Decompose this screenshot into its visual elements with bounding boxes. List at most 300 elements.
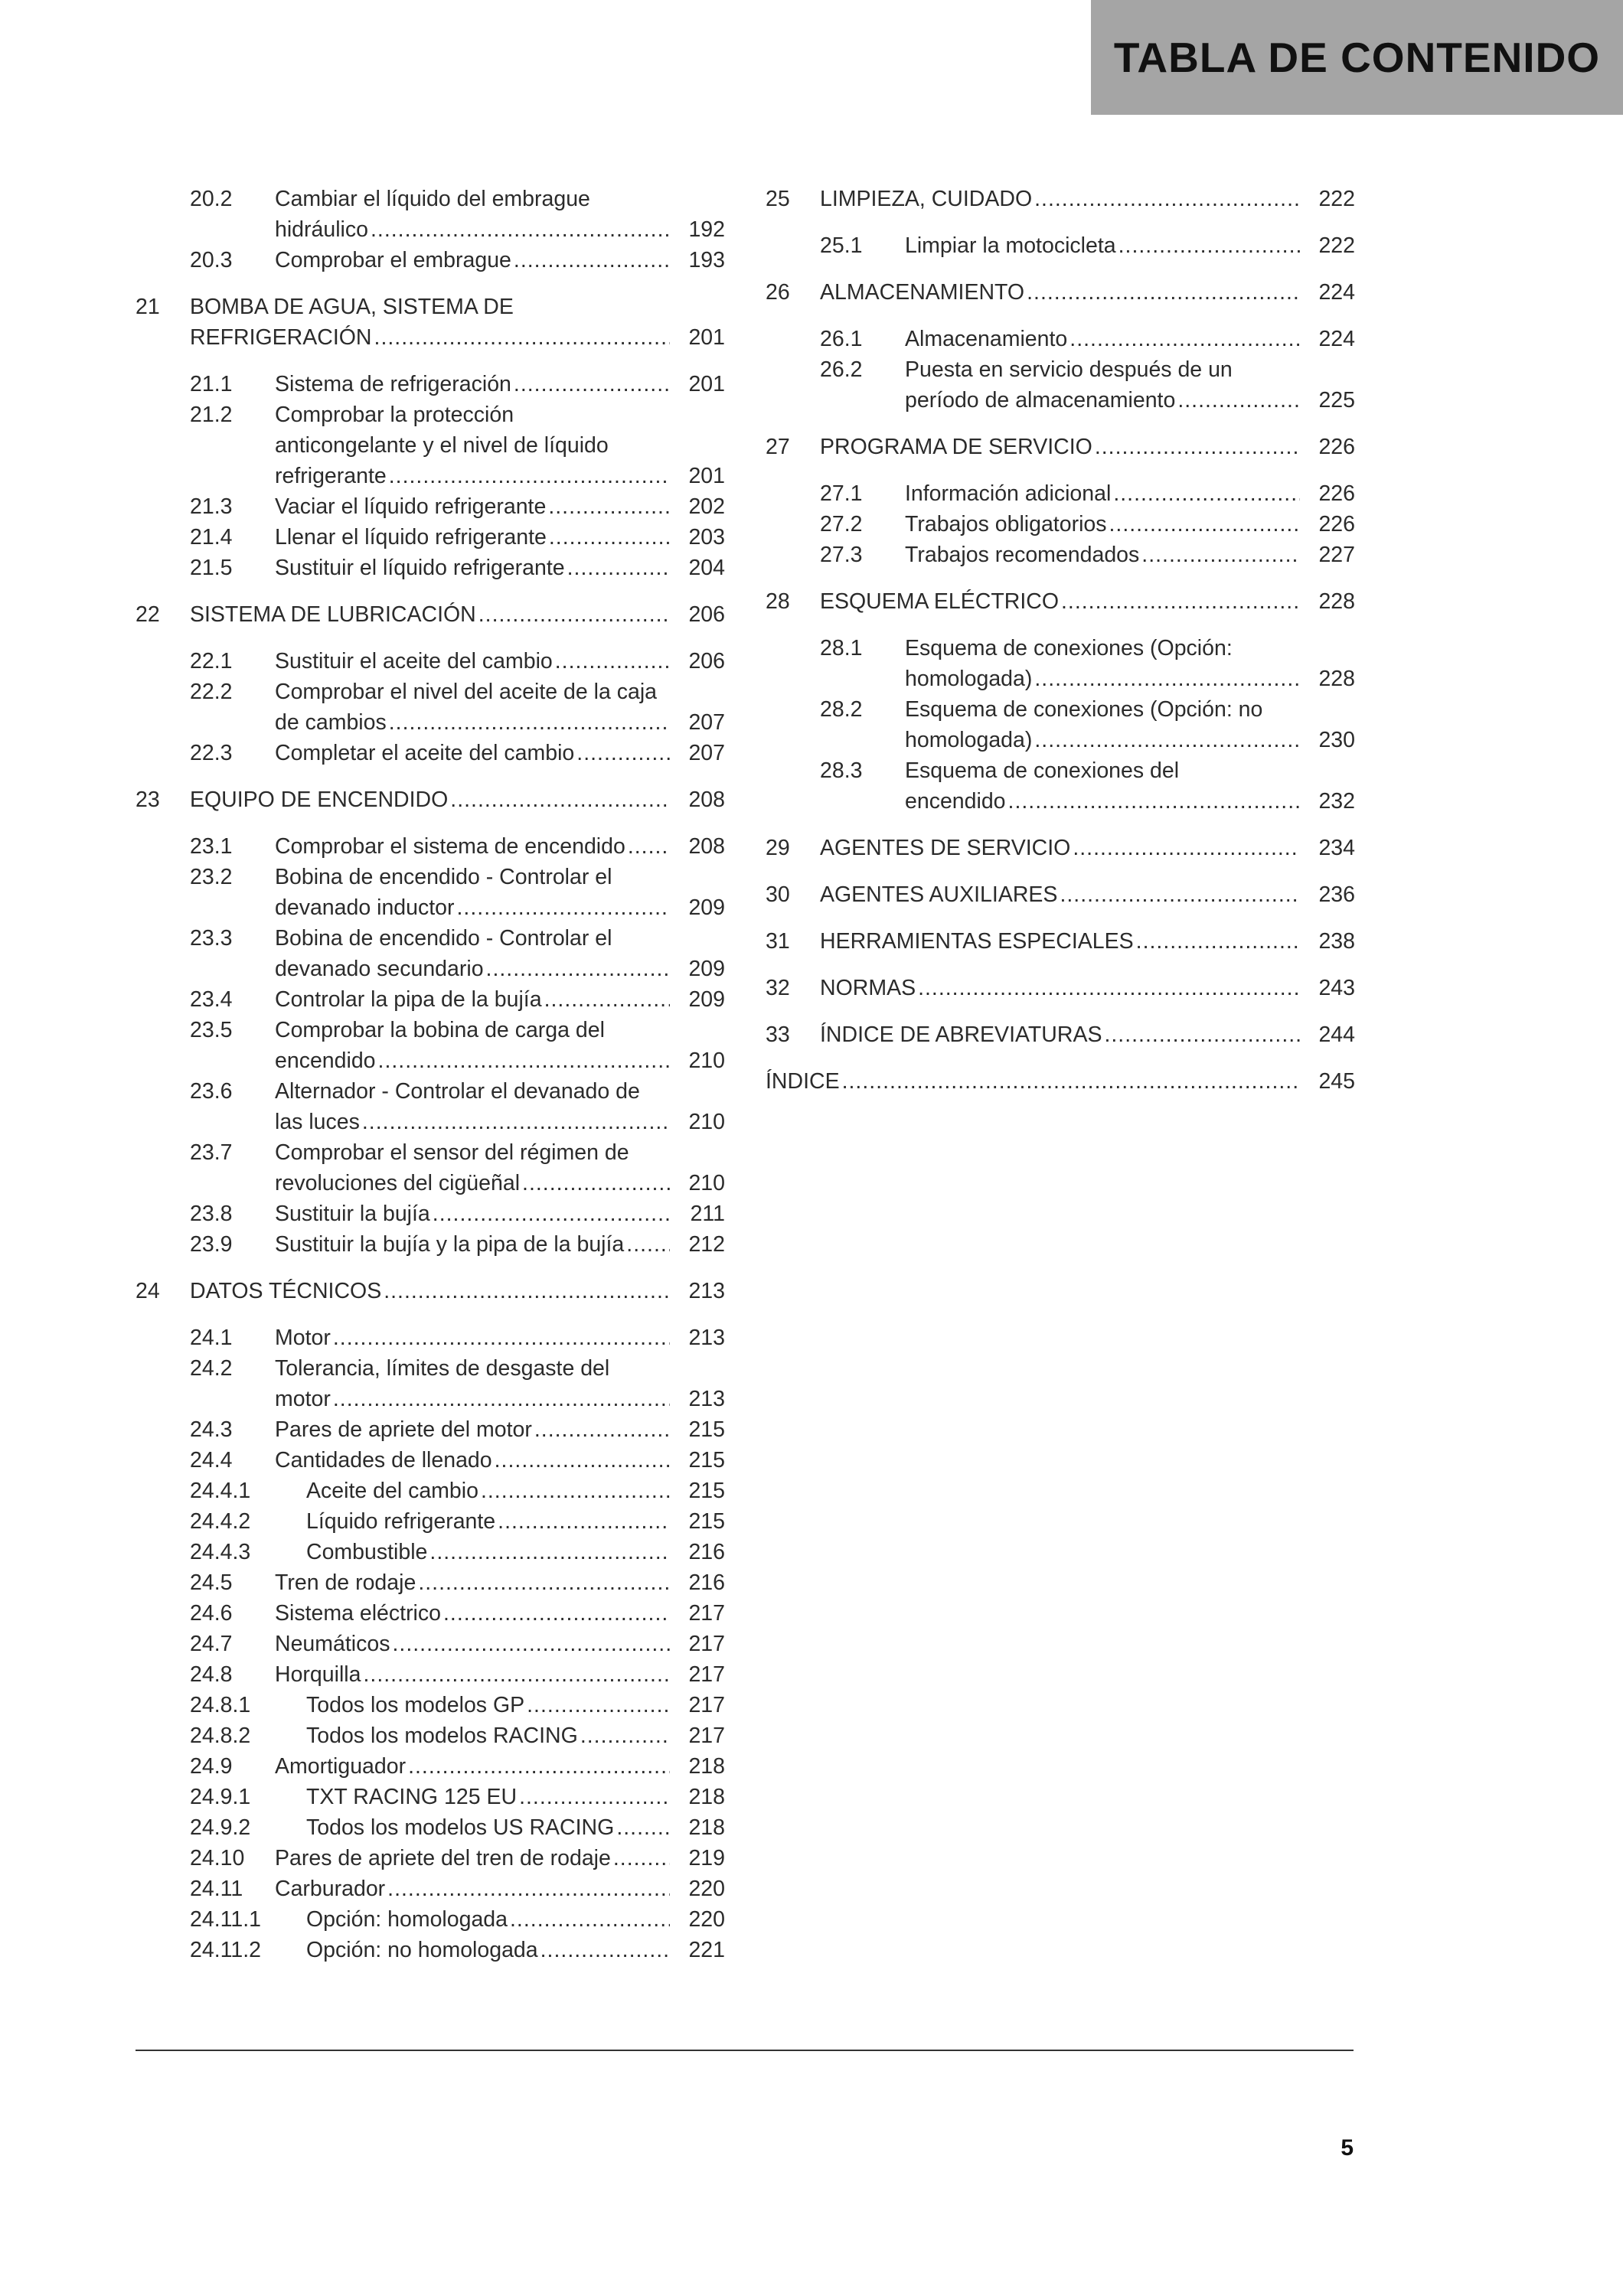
- toc-entry-title: AGENTES DE SERVICIO: [820, 836, 1071, 860]
- toc-chapter-entry[interactable]: [136, 292, 725, 353]
- toc-section-entry[interactable]: [766, 324, 1355, 354]
- toc-entry-title: Llenar el líquido refrigerante: [275, 525, 547, 550]
- toc-entry-page: 215: [688, 1417, 725, 1442]
- toc-entry-title: Alternador - Controlar el devanado de: [275, 1079, 640, 1104]
- toc-entry-page: 215: [688, 1509, 725, 1534]
- toc-entry-title: homologada): [905, 667, 1033, 691]
- toc-entry-number: 24.8.1: [190, 1693, 251, 1717]
- toc-entry-number: 24.4.3: [190, 1540, 251, 1564]
- toc-entry-title: HERRAMIENTAS ESPECIALES: [820, 929, 1134, 954]
- toc-dot-leader: [540, 1935, 670, 1965]
- toc-dot-leader: [549, 522, 670, 553]
- toc-entry-number: 33: [766, 1022, 790, 1047]
- footer-divider: [136, 2050, 1354, 2051]
- toc-entry-page: 226: [1318, 512, 1355, 536]
- toc-column-right: [766, 184, 1355, 1097]
- toc-section-entry[interactable]: [136, 831, 725, 862]
- toc-entry-title: AGENTES AUXILIARES: [820, 882, 1058, 907]
- header-tab: [1091, 0, 1623, 115]
- toc-entry-page: 221: [688, 1938, 725, 1962]
- toc-section-entry[interactable]: [136, 646, 725, 677]
- toc-entry-number: 24.11: [190, 1877, 243, 1901]
- toc-section-entry[interactable]: [766, 694, 1355, 755]
- toc-entry-title: Opción: no homologada: [306, 1938, 538, 1962]
- toc-dot-leader: [514, 369, 670, 400]
- toc-entry-page: 209: [688, 987, 725, 1012]
- toc-entry-number: 24.9.1: [190, 1785, 251, 1809]
- toc-entry-title: Cambiar el líquido del embrague: [275, 187, 590, 211]
- toc-entry-page: 226: [1318, 481, 1355, 506]
- toc-dot-leader: [1069, 324, 1300, 354]
- toc-dot-leader: [1118, 230, 1300, 261]
- toc-dot-leader: [429, 1537, 670, 1567]
- toc-entry-title: Sustituir la bujía y la pipa de la bujía: [275, 1232, 625, 1257]
- toc-entry-page: 210: [688, 1049, 725, 1073]
- toc-section-entry[interactable]: [766, 755, 1355, 817]
- toc-chapter-entry[interactable]: [136, 784, 725, 815]
- toc-dot-leader: [1095, 432, 1300, 462]
- toc-section-entry[interactable]: [136, 1322, 725, 1353]
- toc-dot-leader: [450, 784, 670, 815]
- toc-entry-title: de cambios: [275, 710, 387, 735]
- toc-entry-number: 31: [766, 929, 790, 954]
- toc-section-entry[interactable]: [136, 522, 725, 553]
- toc-entry-number: 28.3: [820, 758, 863, 783]
- toc-section-entry[interactable]: [136, 677, 725, 738]
- toc-entry-number: 28.1: [820, 636, 863, 660]
- toc-entry-title: ESQUEMA ELÉCTRICO: [820, 589, 1059, 614]
- toc-entry-page: 213: [688, 1326, 725, 1350]
- toc-dot-leader: [362, 1107, 670, 1137]
- toc-entry-title: Combustible: [306, 1540, 428, 1564]
- toc-entry-page: 202: [688, 494, 725, 519]
- toc-section-entry[interactable]: [136, 1445, 725, 1476]
- toc-entry-title: Motor: [275, 1326, 331, 1350]
- toc-entry-page: 209: [688, 895, 725, 920]
- toc-entry-title: ALMACENAMIENTO: [820, 280, 1025, 305]
- toc-entry-title: Comprobar la bobina de carga del: [275, 1018, 605, 1042]
- toc-entry-number: 22.3: [190, 741, 233, 765]
- toc-dot-leader: [510, 1904, 670, 1935]
- toc-entry-title: Amortiguador: [275, 1754, 407, 1779]
- toc-section-entry[interactable]: [136, 1935, 725, 1965]
- toc-dot-leader: [628, 831, 670, 862]
- toc-entry-page: 216: [688, 1570, 725, 1595]
- toc-entry-title: devanado inductor: [275, 895, 455, 920]
- toc-section-entry[interactable]: [136, 1720, 725, 1751]
- toc-entry-title: PROGRAMA DE SERVICIO: [820, 435, 1092, 459]
- toc-entry-page: 206: [688, 602, 725, 627]
- toc-entry-number: 24.11.2: [190, 1938, 261, 1962]
- toc-section-entry[interactable]: [136, 1199, 725, 1229]
- toc-entry-title: Neumáticos: [275, 1632, 390, 1656]
- toc-section-entry[interactable]: [136, 1751, 725, 1782]
- toc-entry-page: 213: [688, 1279, 725, 1303]
- toc-entry-title: Esquema de conexiones (Opción: no: [905, 697, 1263, 722]
- toc-entry-title: Sistema eléctrico: [275, 1601, 441, 1626]
- toc-entry-title: encendido: [905, 789, 1006, 814]
- toc-entry-page: 234: [1318, 836, 1355, 860]
- toc-dot-leader: [478, 599, 670, 630]
- toc-dot-leader: [842, 1066, 1300, 1097]
- toc-dot-leader: [443, 1598, 670, 1629]
- toc-entry-title: Pares de apriete del motor: [275, 1417, 532, 1442]
- toc-entry-number: 24.4: [190, 1448, 233, 1473]
- toc-entry-title: Comprobar el sensor del régimen de: [275, 1140, 629, 1165]
- toc-entry-title: Almacenamiento: [905, 327, 1068, 351]
- toc-entry-title: Comprobar la protección: [275, 403, 514, 427]
- toc-section-entry[interactable]: [766, 230, 1355, 261]
- toc-entry-title: Completar el aceite del cambio: [275, 741, 575, 765]
- toc-entry-title: período de almacenamiento: [905, 388, 1176, 413]
- toc-entry-number: 24.4.1: [190, 1479, 251, 1503]
- toc-dot-leader: [1008, 786, 1300, 817]
- toc-chapter-entry[interactable]: [766, 833, 1355, 863]
- toc-entry-page: 206: [688, 649, 725, 673]
- toc-section-entry[interactable]: [136, 184, 725, 245]
- toc-entry-page: 243: [1318, 976, 1355, 1000]
- toc-entry-title: anticongelante y el nivel de líquido: [275, 433, 609, 458]
- toc-entry-number: 23.2: [190, 865, 233, 889]
- toc-section-entry[interactable]: [136, 1598, 725, 1629]
- page-number: 5: [1341, 2135, 1354, 2161]
- toc-chapter-entry[interactable]: [766, 926, 1355, 957]
- toc-section-entry[interactable]: [766, 509, 1355, 540]
- toc-entry-title: hidráulico: [275, 217, 368, 242]
- toc-dot-leader: [1034, 725, 1300, 755]
- toc-entry-page: 217: [688, 1632, 725, 1656]
- toc-entry-title: las luces: [275, 1110, 360, 1134]
- toc-entry-number: 23.3: [190, 926, 233, 951]
- toc-entry-title: ÍNDICE DE ABREVIATURAS: [820, 1022, 1102, 1047]
- toc-entry-number: 20.2: [190, 187, 233, 211]
- toc-entry-title: encendido: [275, 1049, 376, 1073]
- toc-entry-number: 24.2: [190, 1356, 233, 1381]
- toc-entry-page: 232: [1318, 789, 1355, 814]
- toc-dot-leader: [918, 973, 1300, 1003]
- toc-dot-leader: [1177, 385, 1300, 416]
- toc-entry-number: 24.9.2: [190, 1815, 251, 1840]
- toc-dot-leader: [389, 707, 670, 738]
- toc-entry-number: 24.4.2: [190, 1509, 251, 1534]
- toc-entry-title: Bobina de encendido - Controlar el: [275, 865, 612, 889]
- toc-dot-leader: [374, 322, 670, 353]
- toc-entry-page: 218: [688, 1754, 725, 1779]
- toc-entry-number: 29: [766, 836, 790, 860]
- toc-entry-title: Bobina de encendido - Controlar el: [275, 926, 612, 951]
- toc-dot-leader: [548, 491, 670, 522]
- toc-entry-title: Todos los modelos US RACING: [306, 1815, 615, 1840]
- toc-entry-title: Líquido refrigerante: [306, 1509, 496, 1534]
- toc-entry-page: 213: [688, 1387, 725, 1411]
- page-title: TABLA DE CONTENIDO: [1113, 34, 1601, 81]
- toc-entry-page: 201: [688, 372, 725, 396]
- toc-entry-title: Esquema de conexiones (Opción:: [905, 636, 1233, 660]
- toc-dot-leader: [389, 461, 670, 491]
- toc-entry-number: 23.8: [190, 1202, 233, 1226]
- toc-entry-number: 26: [766, 280, 790, 305]
- toc-entry-number: 24.11.1: [190, 1907, 261, 1932]
- toc-entry-title: Trabajos recomendados: [905, 543, 1140, 567]
- toc-entry-number: 24.6: [190, 1601, 233, 1626]
- toc-entry-title: BOMBA DE AGUA, SISTEMA DE: [190, 295, 514, 319]
- toc-dot-leader: [1061, 586, 1300, 617]
- toc-entry-title: Cantidades de llenado: [275, 1448, 492, 1473]
- toc-dot-leader: [481, 1476, 670, 1506]
- toc-entry-number: 21.5: [190, 556, 233, 580]
- toc-dot-leader: [363, 1659, 670, 1690]
- toc-entry-number: 24.7: [190, 1632, 233, 1656]
- toc-entry-number: 22.1: [190, 649, 233, 673]
- toc-entry-number: 27: [766, 435, 790, 459]
- toc-section-entry[interactable]: [136, 400, 725, 491]
- toc-entry-title: Pares de apriete del tren de rodaje: [275, 1846, 611, 1870]
- toc-chapter-entry[interactable]: [766, 277, 1355, 308]
- toc-section-entry[interactable]: [766, 354, 1355, 416]
- toc-dot-leader: [387, 1874, 670, 1904]
- toc-entry-number: 30: [766, 882, 790, 907]
- toc-entry-title: TXT RACING 125 EU: [306, 1785, 518, 1809]
- toc-entry-title: ÍNDICE: [766, 1069, 840, 1094]
- toc-entry-title: refrigerante: [275, 464, 387, 488]
- toc-entry-number: 23.4: [190, 987, 233, 1012]
- toc-entry-title: Todos los modelos GP: [306, 1693, 525, 1717]
- toc-dot-leader: [1113, 478, 1300, 509]
- toc-entry-page: 193: [688, 248, 725, 272]
- toc-dot-leader: [1034, 664, 1300, 694]
- toc-dot-leader: [534, 1414, 670, 1445]
- toc-entry-page: 201: [688, 325, 725, 350]
- toc-section-entry[interactable]: [136, 923, 725, 984]
- toc-entry-number: 26.2: [820, 357, 863, 382]
- toc-dot-leader: [333, 1384, 670, 1414]
- toc-section-entry[interactable]: [136, 1537, 725, 1567]
- toc-entry-title: Sustituir la bujía: [275, 1202, 430, 1226]
- toc-section-entry[interactable]: [136, 1782, 725, 1812]
- toc-section-entry[interactable]: [136, 1353, 725, 1414]
- toc-dot-leader: [1034, 184, 1300, 214]
- toc-entry-page: 228: [1318, 667, 1355, 691]
- toc-entry-title: Vaciar el líquido refrigerante: [275, 494, 547, 519]
- toc-dot-leader: [613, 1843, 670, 1874]
- toc-entry-page: 224: [1318, 327, 1355, 351]
- toc-entry-number: 32: [766, 976, 790, 1000]
- toc-chapter-entry[interactable]: [766, 184, 1355, 214]
- toc-entry-title: Sustituir el líquido refrigerante: [275, 556, 565, 580]
- toc-entry-page: 227: [1318, 543, 1355, 567]
- toc-entry-number: 23.5: [190, 1018, 233, 1042]
- toc-entry-page: 222: [1318, 187, 1355, 211]
- toc-entry-title: Tolerancia, límites de desgaste del: [275, 1356, 610, 1381]
- toc-chapter-entry[interactable]: [766, 586, 1355, 617]
- toc-section-entry[interactable]: [136, 1229, 725, 1260]
- toc-dot-leader: [433, 1199, 670, 1229]
- toc-entry-number: 20.3: [190, 248, 233, 272]
- toc-entry-title: Comprobar el embrague: [275, 248, 511, 272]
- toc-chapter-entry[interactable]: [766, 432, 1355, 462]
- toc-entry-page: 210: [688, 1110, 725, 1134]
- toc-entry-page: 228: [1318, 589, 1355, 614]
- toc-dot-leader: [555, 646, 670, 677]
- toc-entry-title: LIMPIEZA, CUIDADO: [820, 187, 1033, 211]
- toc-entry-page: 225: [1318, 388, 1355, 413]
- toc-dot-leader: [514, 245, 670, 276]
- toc-section-entry[interactable]: [136, 1843, 725, 1874]
- toc-dot-leader: [522, 1168, 670, 1199]
- toc-entry-number: 26.1: [820, 327, 863, 351]
- toc-entry-number: 24.8: [190, 1662, 233, 1687]
- toc-section-entry[interactable]: [136, 1659, 725, 1690]
- toc-dot-leader: [519, 1782, 670, 1812]
- toc-dot-leader: [486, 954, 670, 984]
- toc-section-entry[interactable]: [136, 1629, 725, 1659]
- toc-dot-leader: [544, 984, 670, 1015]
- toc-entry-page: 217: [688, 1662, 725, 1687]
- toc-dot-leader: [1027, 277, 1300, 308]
- toc-entry-number: 25.1: [820, 233, 863, 258]
- toc-section-entry[interactable]: [136, 1076, 725, 1137]
- toc-entry-number: 24.5: [190, 1570, 233, 1595]
- toc-entry-title: revoluciones del cigüeñal: [275, 1171, 521, 1195]
- toc-dot-leader: [1060, 879, 1300, 910]
- toc-entry-number: 27.1: [820, 481, 863, 506]
- toc-entry-page: 224: [1318, 280, 1355, 305]
- toc-dot-leader: [527, 1690, 670, 1720]
- toc-dot-leader: [616, 1812, 670, 1843]
- toc-dot-leader: [495, 1445, 670, 1476]
- toc-entry-title: Controlar la pipa de la bujía: [275, 987, 542, 1012]
- toc-entry-page: 226: [1318, 435, 1355, 459]
- toc-entry-title: Información adicional: [905, 481, 1112, 506]
- toc-entry-page: 220: [688, 1907, 725, 1932]
- toc-entry-number: 23.9: [190, 1232, 233, 1257]
- toc-section-entry[interactable]: [136, 1812, 725, 1843]
- toc-dot-leader: [580, 1720, 670, 1751]
- toc-entry-page: 208: [688, 788, 725, 812]
- toc-dot-leader: [392, 1629, 670, 1659]
- toc-entry-number: 28.2: [820, 697, 863, 722]
- toc-entry-number: 22: [136, 602, 160, 627]
- toc-section-entry[interactable]: [136, 1690, 725, 1720]
- toc-section-entry[interactable]: [136, 245, 725, 276]
- toc-entry-page: 201: [688, 464, 725, 488]
- toc-entry-title: Puesta en servicio después de un: [905, 357, 1233, 382]
- toc-entry-title: motor: [275, 1387, 331, 1411]
- toc-entry-title: Limpiar la motocicleta: [905, 233, 1116, 258]
- toc-entry-page: 209: [688, 957, 725, 981]
- toc-section-entry[interactable]: [136, 553, 725, 583]
- toc-section-entry[interactable]: [136, 738, 725, 768]
- toc-entry-number: 27.2: [820, 512, 863, 536]
- toc-entry-title: Opción: homologada: [306, 1907, 508, 1932]
- toc-entry-page: 238: [1318, 929, 1355, 954]
- toc-section-entry[interactable]: [136, 491, 725, 522]
- toc-dot-leader: [498, 1506, 670, 1537]
- toc-section-entry[interactable]: [136, 1015, 725, 1076]
- toc-entry-page: 218: [688, 1815, 725, 1840]
- toc-entry-number: 28: [766, 589, 790, 614]
- toc-section-entry[interactable]: [766, 633, 1355, 694]
- toc-entry-number: 24: [136, 1279, 160, 1303]
- toc-entry-page: 219: [688, 1846, 725, 1870]
- toc-entry-title: Sustituir el aceite del cambio: [275, 649, 553, 673]
- toc-entry-title: Aceite del cambio: [306, 1479, 478, 1503]
- toc-entry-title: homologada): [905, 728, 1033, 752]
- toc-entry-number: 22.2: [190, 680, 233, 704]
- toc-section-entry[interactable]: [136, 1874, 725, 1904]
- toc-section-entry[interactable]: [136, 1137, 725, 1199]
- toc-entry-number: 21.4: [190, 525, 233, 550]
- toc-entry-page: 217: [688, 1601, 725, 1626]
- toc-entry-number: 24.9: [190, 1754, 233, 1779]
- toc-entry-title: SISTEMA DE LUBRICACIÓN: [190, 602, 476, 627]
- toc-dot-leader: [1073, 833, 1300, 863]
- toc-dot-leader: [418, 1567, 670, 1598]
- toc-entry-page: 212: [688, 1232, 725, 1257]
- toc-entry-number: 24.8.2: [190, 1724, 251, 1748]
- toc-entry-page: 192: [688, 217, 725, 242]
- toc-entry-title: Horquilla: [275, 1662, 361, 1687]
- toc-entry-title: Sistema de refrigeración: [275, 372, 511, 396]
- toc-dot-leader: [567, 553, 670, 583]
- toc-section-entry[interactable]: [136, 862, 725, 923]
- toc-section-entry[interactable]: [136, 1567, 725, 1598]
- toc-entry-title: Comprobar el sistema de encendido: [275, 834, 625, 859]
- toc-entry-number: 24.3: [190, 1417, 233, 1442]
- toc-dot-leader: [371, 214, 670, 245]
- toc-dot-leader: [457, 892, 670, 923]
- toc-dot-leader: [384, 1276, 670, 1306]
- toc-entry-page: 207: [688, 741, 725, 765]
- toc-entry-page: 244: [1318, 1022, 1355, 1047]
- toc-section-entry[interactable]: [136, 1476, 725, 1506]
- toc-dot-leader: [1141, 540, 1300, 570]
- toc-entry-page: 217: [688, 1724, 725, 1748]
- toc-dot-leader: [378, 1045, 670, 1076]
- toc-entry-title: EQUIPO DE ENCENDIDO: [190, 788, 449, 812]
- toc-section-entry[interactable]: [136, 369, 725, 400]
- toc-section-entry[interactable]: [136, 1414, 725, 1445]
- toc-chapter-entry[interactable]: [136, 1276, 725, 1306]
- toc-chapter-entry[interactable]: [766, 879, 1355, 910]
- toc-entry-number: 21.2: [190, 403, 233, 427]
- toc-chapter-entry[interactable]: [766, 1019, 1355, 1050]
- toc-entry-page: 245: [1318, 1069, 1355, 1094]
- toc-entry-page: 215: [688, 1479, 725, 1503]
- toc-entry-number: 23.7: [190, 1140, 233, 1165]
- toc-section-entry[interactable]: [136, 984, 725, 1015]
- toc-dot-leader: [1104, 1019, 1300, 1050]
- toc-column-left: [136, 184, 725, 1965]
- toc-entry-title: Trabajos obligatorios: [905, 512, 1107, 536]
- toc-section-entry[interactable]: [136, 1506, 725, 1537]
- toc-entry-title: Todos los modelos RACING: [306, 1724, 578, 1748]
- toc-chapter-entry[interactable]: [136, 599, 725, 630]
- toc-entry-page: 217: [688, 1693, 725, 1717]
- toc-dot-leader: [1109, 509, 1301, 540]
- toc-section-entry[interactable]: [766, 540, 1355, 570]
- toc-entry-number: 25: [766, 187, 790, 211]
- toc-section-entry[interactable]: [766, 478, 1355, 509]
- toc-entry-page: 210: [688, 1171, 725, 1195]
- toc-dot-leader: [1136, 926, 1300, 957]
- toc-chapter-entry[interactable]: [766, 973, 1355, 1003]
- toc-entry-title: REFRIGERACIÓN: [190, 325, 372, 350]
- toc-entry-page: 208: [688, 834, 725, 859]
- toc-entry-page: 230: [1318, 728, 1355, 752]
- toc-section-entry[interactable]: [136, 1904, 725, 1935]
- toc-chapter-entry[interactable]: [766, 1066, 1355, 1097]
